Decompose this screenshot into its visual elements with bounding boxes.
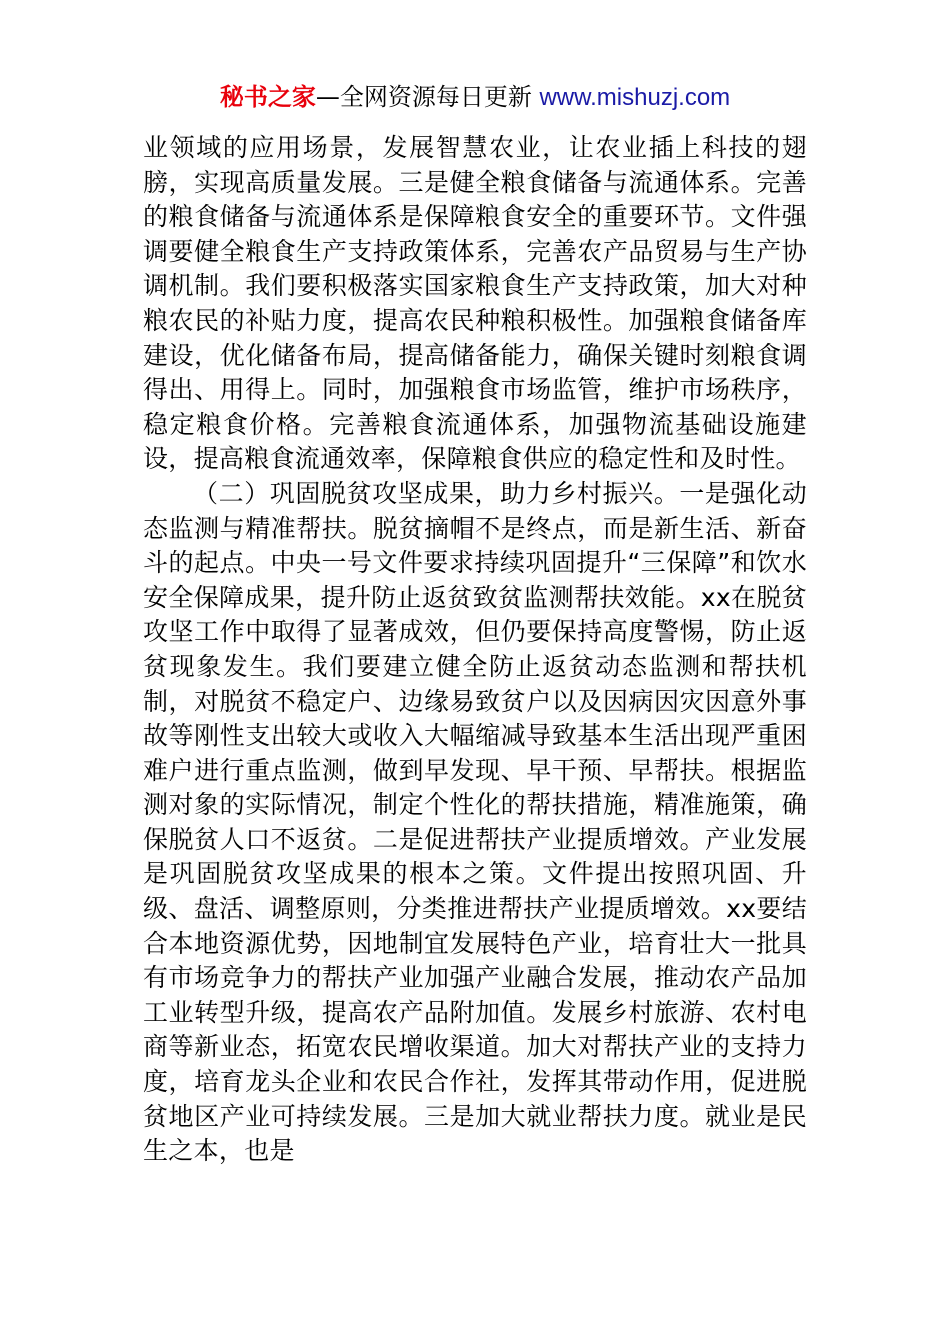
paragraph-poverty-alleviation: （二）巩固脱贫攻坚成果，助力乡村振兴。一是强化动态监测与精准帮扶。脱贫摘帽不是终点，而是新生活、新奋斗的起点。中央一号文件要求持续巩固提升“三保障”和饮水安全保障成果，提升防止返贫致贫监测帮扶效能。xx在脱贫攻坚工作中取得了显著成效，但仍要保持高度警惕，防止返贫现象发生。我们要建立健全防止返贫动态监测和帮扶机制，对脱贫不稳定户、边缘易致贫户以及因病因灾因意外事故等刚性支出较大或收入大幅缩减导致基本生活出现严重困难户进行重点监测，做到早发现、早干预、早帮扶。根据监测对象的实际情况，制定个性化的帮扶措施，精准施策，确保脱贫人口不返贫。二是促进帮扶产业提质增效。产业发展是巩固脱贫攻坚成果的根本之策。文件提出按照巩固、升级、盘活、调整原则，分类推进帮扶产业提质增效。xx要结合本地资源优势，因地制宜发展特色产业，培育壮大一批具有市场竞争力的帮扶产业加强产业融合发展，推动农产品加工业转型升级，提高农产品附加值。发展乡村旅游、农村电商等新业态，拓宽农民增收渠道。加大对帮扶产业的支持力度，培育龙头企业和农民合作社，发挥其带动作用，促进脱贫地区产业可持续发展。三是加大就业帮扶力度。就业是民生之本，也是	[143, 478, 807, 1166]
document-body	[143, 131, 807, 1169]
site-tagline: —全网资源每日更新	[315, 83, 540, 111]
site-url-link[interactable]: www.mishuzj.com	[539, 84, 731, 111]
site-brand: 秘书之家	[219, 83, 316, 111]
page-header	[0, 80, 950, 115]
paragraph-grain-reserve: 业领域的应用场景，发展智慧农业，让农业插上科技的翅膀，实现高质量发展。三是健全粮食储备与流通体系。完善的粮食储备与流通体系是保障粮食安全的重要环节。文件强调要健全粮食生产支持政策体系，完善农产品贸易与生产协调机制。我们要积极落实国家粮食生产支持政策，加大对种粮农民的补贴力度，提高农民种粮积极性。加强粮食储备库建设，优化储备布局，提高储备能力，确保关键时刻粮食调得出、用得上。同时，加强粮食市场监管，维护市场秩序，稳定粮食价格。完善粮食流通体系，加强物流基础设施建设，提高粮食流通效率，保障粮食供应的稳定性和及时性。	[143, 133, 807, 474]
